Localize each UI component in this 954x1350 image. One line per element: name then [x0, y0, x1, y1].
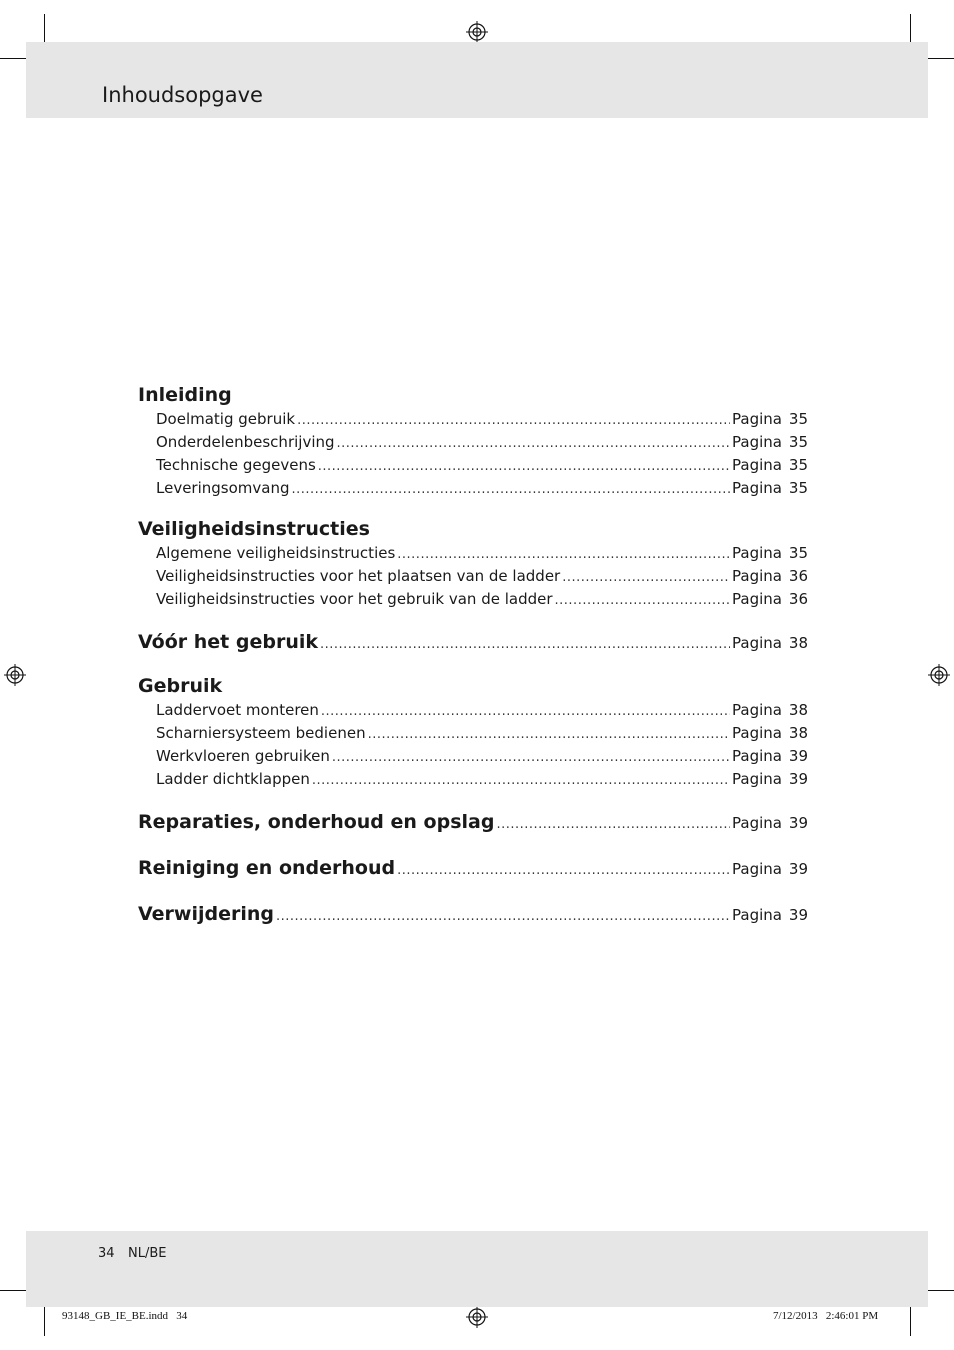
toc-entry[interactable] [138, 745, 808, 768]
entry-label: Laddervoet monteren [156, 701, 319, 719]
page-word: Pagina [732, 479, 782, 497]
dot-leader [332, 745, 730, 769]
dot-leader [318, 454, 730, 478]
page-number: 39 [788, 747, 808, 765]
entry-label: Algemene veiligheidsinstructies [156, 544, 396, 562]
page-number: 39 [788, 906, 808, 924]
entry-label: Technische gegevens [156, 456, 316, 474]
header-band [26, 42, 928, 118]
toc-section-voor-het-gebruik [138, 627, 808, 657]
section-heading: Reiniging en onderhoud [138, 857, 396, 879]
section-heading: Gebruik [138, 675, 223, 697]
page-number: 39 [788, 814, 808, 832]
entry-label: Doelmatig gebruik [156, 410, 296, 428]
print-slug-file: 93148_GB_IE_BE.indd 34 [62, 1310, 188, 1322]
page-number: 35 [788, 433, 808, 451]
toc-entry[interactable] [138, 588, 808, 611]
page-word: Pagina [732, 433, 782, 451]
page-number: 39 [788, 860, 808, 878]
page-word: Pagina [732, 544, 782, 562]
toc-heading-entry[interactable] [138, 807, 808, 837]
page-word: Pagina [732, 590, 782, 608]
entry-label: Veiligheidsinstructies voor het gebruik van de ladder [156, 590, 553, 608]
page-number: 35 [788, 456, 808, 474]
registration-mark-icon [466, 1306, 488, 1328]
page-number: 35 [788, 410, 808, 428]
table-of-contents [138, 382, 808, 945]
footer-page-number: 34 [98, 1246, 115, 1261]
toc-entry[interactable] [138, 699, 808, 722]
dot-leader [320, 628, 730, 660]
dot-leader [368, 722, 730, 746]
page-word: Pagina [732, 814, 782, 832]
toc-entry[interactable] [138, 768, 808, 791]
dot-leader [297, 408, 730, 432]
toc-section-inleiding [138, 382, 808, 500]
registration-mark-icon [466, 21, 488, 43]
page-number: 36 [788, 590, 808, 608]
dot-leader [397, 542, 730, 566]
page-title: Inhoudsopgave [102, 83, 263, 107]
section-heading: Verwijdering [138, 903, 274, 925]
dot-leader [496, 808, 730, 840]
toc-entry[interactable] [138, 542, 808, 565]
toc-section-gebruik [138, 673, 808, 791]
dot-leader [321, 699, 730, 723]
page-number: 35 [788, 544, 808, 562]
dot-leader [555, 588, 731, 612]
entry-label: Veiligheidsinstructies voor het plaatsen van de ladder [156, 567, 561, 585]
page-number: 36 [788, 567, 808, 585]
toc-section-reiniging [138, 853, 808, 883]
section-heading: Inleiding [138, 384, 232, 406]
page-word: Pagina [732, 410, 782, 428]
toc-heading-entry[interactable] [138, 627, 808, 657]
footer-band [26, 1231, 928, 1307]
registration-mark-icon [928, 664, 950, 686]
dot-leader [337, 431, 731, 455]
section-heading: Vóór het gebruik [138, 631, 318, 653]
dot-leader [276, 900, 730, 932]
toc-section-reparaties [138, 807, 808, 837]
toc-heading-entry[interactable] [138, 899, 808, 929]
entry-label: Leveringsomvang [156, 479, 290, 497]
dot-leader [562, 565, 730, 589]
toc-entry[interactable] [138, 431, 808, 454]
entry-label: Werkvloeren gebruiken [156, 747, 330, 765]
print-slug-timestamp: 7/12/2013 2:46:01 PM [773, 1310, 879, 1322]
toc-section-veiligheidsinstructies [138, 516, 808, 611]
page-word: Pagina [732, 860, 782, 878]
toc-section-verwijdering [138, 899, 808, 929]
page-number: 35 [788, 479, 808, 497]
dot-leader [312, 768, 730, 792]
entry-label: Onderdelenbeschrijving [156, 433, 335, 451]
section-heading: Reparaties, onderhoud en opslag [138, 811, 495, 833]
toc-entry[interactable] [138, 565, 808, 588]
page-word: Pagina [732, 747, 782, 765]
page-word: Pagina [732, 724, 782, 742]
entry-label: Scharniersysteem bedienen [156, 724, 366, 742]
page-word: Pagina [732, 701, 782, 719]
dot-leader [397, 854, 730, 886]
page-word: Pagina [732, 456, 782, 474]
footer-language: NL/BE [128, 1246, 167, 1261]
page-number: 39 [788, 770, 808, 788]
toc-entry[interactable] [138, 722, 808, 745]
page-word: Pagina [732, 906, 782, 924]
entry-label: Ladder dichtklappen [156, 770, 310, 788]
crop-mark [910, 1304, 911, 1336]
crop-mark [44, 1304, 45, 1336]
page-word: Pagina [732, 634, 782, 652]
page-number: 38 [788, 701, 808, 719]
toc-entry[interactable] [138, 454, 808, 477]
registration-mark-icon [4, 664, 26, 686]
toc-entry[interactable] [138, 408, 808, 431]
page-number: 38 [788, 724, 808, 742]
section-heading: Veiligheidsinstructies [138, 518, 370, 540]
page-number: 38 [788, 634, 808, 652]
toc-heading-entry[interactable] [138, 853, 808, 883]
dot-leader [292, 477, 731, 501]
page-word: Pagina [732, 770, 782, 788]
toc-entry[interactable] [138, 477, 808, 500]
page-word: Pagina [732, 567, 782, 585]
